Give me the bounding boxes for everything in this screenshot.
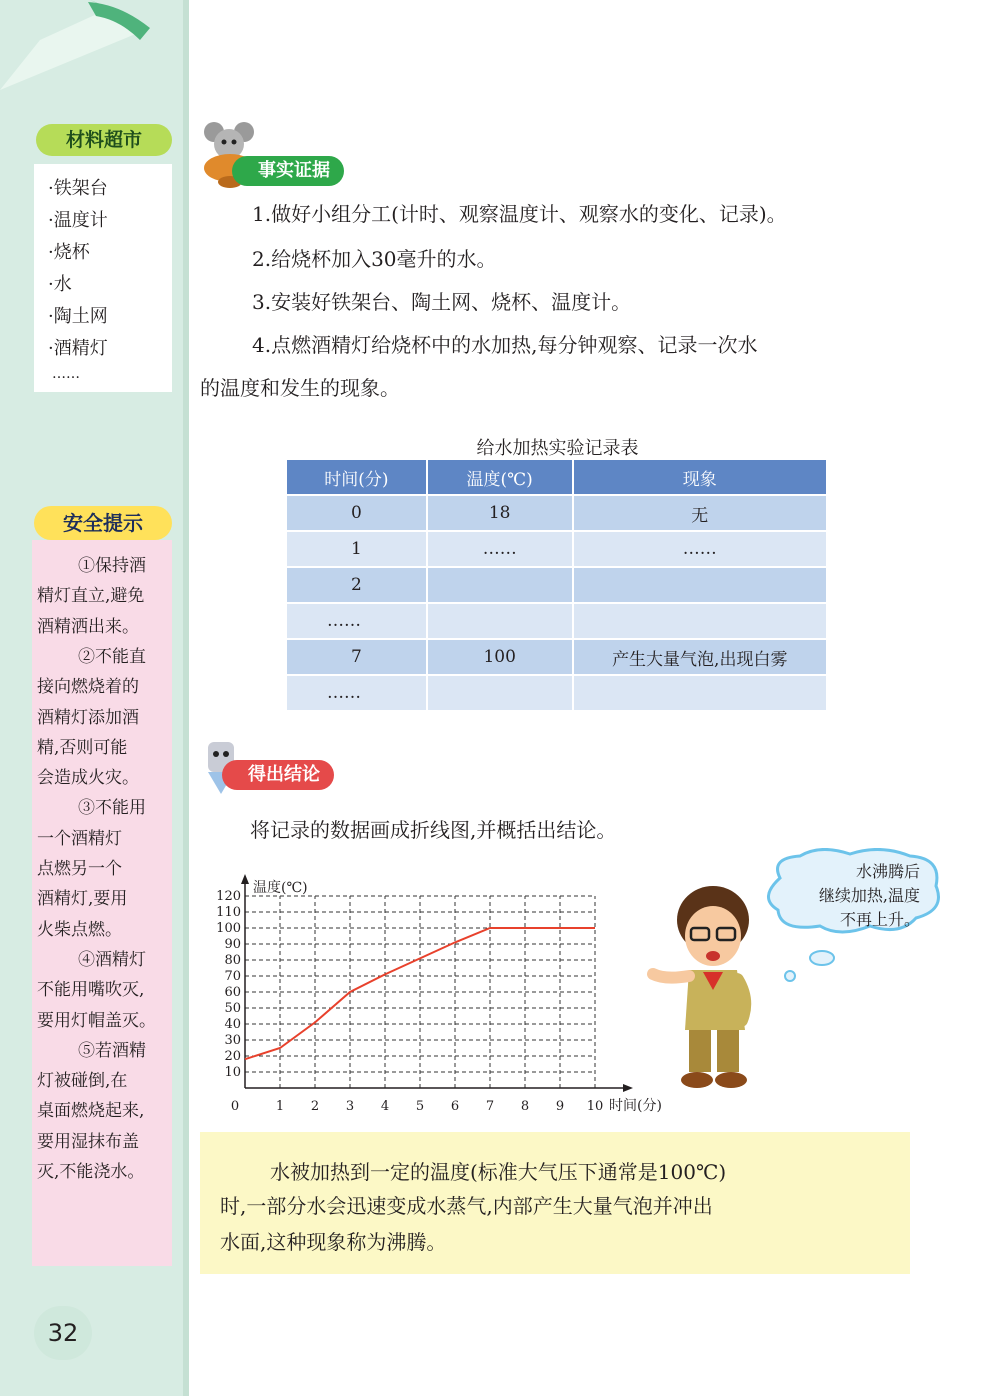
x-tick-label: 8 bbox=[520, 1099, 530, 1114]
safety-line: 要用灯帽盖灭。 bbox=[37, 1010, 156, 1031]
safety-title: 安全提示 bbox=[34, 506, 172, 540]
table-cell bbox=[427, 567, 573, 603]
table-row bbox=[287, 603, 827, 639]
safety-line: 一个酒精灯 bbox=[37, 828, 122, 849]
table-cell: 100 bbox=[427, 639, 573, 675]
materials-title: 材料超市 bbox=[36, 124, 172, 156]
bubble-line: 继续加热,温度 bbox=[818, 886, 920, 905]
page-curl-icon bbox=[0, 0, 150, 90]
table-cell bbox=[573, 675, 827, 710]
table-row bbox=[287, 567, 827, 603]
safety-line: 要用湿抹布盖 bbox=[37, 1131, 139, 1152]
table-header-cell: 现象 bbox=[573, 460, 827, 495]
table-cell: 0 bbox=[287, 495, 427, 531]
boy-illustration bbox=[645, 880, 770, 1095]
sidebar-edge bbox=[183, 0, 189, 1396]
material-item: ·水 bbox=[48, 274, 72, 295]
material-item: ·铁架台 bbox=[48, 178, 108, 199]
safety-line: 精,否则可能 bbox=[37, 737, 128, 758]
table-cell: 7 bbox=[287, 639, 427, 675]
safety-line: 桌面燃烧起来, bbox=[37, 1101, 145, 1122]
safety-line: 灯被碰倒,在 bbox=[37, 1071, 128, 1092]
material-item: ·烧杯 bbox=[48, 242, 90, 263]
section-tag-evidence: 事实证据 bbox=[232, 156, 344, 186]
table-header-row bbox=[287, 460, 827, 495]
safety-line: 点燃另一个 bbox=[37, 859, 122, 879]
evidence-step: 1.做好小组分工(计时、观察温度计、观察水的变化、记录)。 bbox=[252, 202, 787, 226]
x-tick-label: 9 bbox=[555, 1099, 565, 1114]
table-cell: 1 bbox=[287, 531, 427, 567]
table-cell: 无 bbox=[573, 495, 827, 531]
safety-line: 会造成火灾。 bbox=[37, 768, 139, 789]
x-tick-label: 7 bbox=[485, 1099, 495, 1114]
material-item: …… bbox=[52, 366, 80, 382]
x-axis-label: 时间(分) bbox=[609, 1098, 662, 1114]
safety-line: ①保持酒 bbox=[78, 556, 146, 576]
table-cell: 产生大量气泡,出现白雾 bbox=[573, 639, 827, 675]
evidence-step: 的温度和发生的现象。 bbox=[200, 376, 400, 400]
material-item: ·酒精灯 bbox=[48, 338, 108, 359]
y-axis-label: 温度(℃) bbox=[253, 880, 308, 896]
y-tick-label: 110 bbox=[216, 905, 241, 920]
safety-line: ④酒精灯 bbox=[78, 949, 146, 970]
safety-line: 精灯直立,避免 bbox=[37, 586, 145, 607]
table-cell: …… bbox=[573, 531, 827, 567]
y-tick-label: 60 bbox=[224, 985, 241, 1000]
y-tick-label: 70 bbox=[224, 969, 241, 984]
safety-line: 接向燃烧着的 bbox=[37, 677, 139, 698]
y-tick-label: 40 bbox=[224, 1017, 241, 1032]
table-row bbox=[287, 675, 827, 710]
bubble-text bbox=[770, 860, 920, 932]
x-tick-label: 10 bbox=[586, 1099, 604, 1114]
y-tick-label: 50 bbox=[224, 1001, 241, 1016]
y-tick-label: 80 bbox=[224, 953, 241, 968]
y-tick-label: 90 bbox=[224, 937, 241, 952]
page-number: 32 bbox=[34, 1306, 92, 1360]
section-tag-conclusion: 得出结论 bbox=[222, 760, 334, 790]
table-cell: 2 bbox=[287, 567, 427, 603]
record-table bbox=[287, 460, 828, 710]
x-tick-label: 0 bbox=[230, 1099, 240, 1114]
x-tick-label: 1 bbox=[275, 1099, 285, 1114]
x-tick-label: 6 bbox=[450, 1099, 460, 1114]
table-cell: …… bbox=[287, 675, 427, 710]
table-cell: …… bbox=[287, 603, 427, 639]
table-cell: 18 bbox=[427, 495, 573, 531]
table-cell: …… bbox=[427, 531, 573, 567]
safety-line: 酒精灯,要用 bbox=[37, 889, 128, 910]
x-axis-arrow bbox=[623, 1084, 633, 1092]
bubble-line: 水沸腾后 bbox=[855, 862, 920, 881]
table-row bbox=[287, 639, 827, 675]
y-tick-label: 100 bbox=[216, 921, 241, 936]
x-tick-label: 4 bbox=[380, 1099, 390, 1114]
evidence-step: 4.点燃酒精灯给烧杯中的水加热,每分钟观察、记录一次水 bbox=[252, 333, 758, 357]
x-tick-label: 3 bbox=[345, 1099, 355, 1114]
table-header-cell: 时间(分) bbox=[287, 460, 427, 495]
material-item: ·温度计 bbox=[48, 210, 108, 231]
safety-line: 酒精洒出来。 bbox=[37, 616, 139, 637]
table-cell bbox=[573, 603, 827, 639]
y-tick-label: 20 bbox=[224, 1049, 241, 1064]
table-header-cell: 温度(℃) bbox=[427, 460, 573, 495]
table-row bbox=[287, 531, 827, 567]
safety-line: 火柴点燃。 bbox=[37, 919, 122, 940]
safety-line: ②不能直 bbox=[78, 646, 146, 667]
evidence-step: 3.安装好铁架台、陶土网、烧杯、温度计。 bbox=[252, 290, 632, 314]
safety-line: ⑤若酒精 bbox=[78, 1040, 146, 1061]
table-cell bbox=[573, 567, 827, 603]
safety-line: 不能用嘴吹灭, bbox=[37, 980, 145, 1001]
y-tick-label: 10 bbox=[224, 1065, 241, 1080]
chart-instruction: 将记录的数据画成折线图,并概括出结论。 bbox=[250, 818, 617, 842]
table-row bbox=[287, 495, 827, 531]
y-tick-label: 30 bbox=[224, 1033, 241, 1048]
temperature-line-chart bbox=[195, 870, 695, 1120]
y-axis-arrow bbox=[241, 874, 249, 884]
conclusion-line: 水被加热到一定的温度(标准大气压下通常是100℃) bbox=[270, 1160, 727, 1184]
safety-line: 灭,不能浇水。 bbox=[37, 1162, 145, 1182]
conclusion-line: 时,一部分水会迅速变成水蒸气,内部产生大量气泡并冲出 bbox=[220, 1194, 713, 1218]
evidence-step: 2.给烧杯加入30毫升的水。 bbox=[252, 247, 497, 271]
safety-line: 酒精灯添加酒 bbox=[37, 707, 139, 728]
table-cell bbox=[427, 675, 573, 710]
bubble-line: 不再上升。 bbox=[839, 910, 920, 929]
table-title: 给水加热实验记录表 bbox=[476, 438, 639, 459]
conclusion-line: 水面,这种现象称为沸腾。 bbox=[220, 1230, 447, 1254]
y-tick-label: 120 bbox=[216, 889, 241, 904]
x-tick-label: 5 bbox=[415, 1099, 425, 1114]
safety-line: ③不能用 bbox=[78, 798, 146, 819]
bubble-tail-dots bbox=[780, 948, 840, 984]
x-tick-label: 2 bbox=[310, 1099, 320, 1114]
material-item: ·陶土网 bbox=[48, 306, 108, 327]
table-body bbox=[287, 495, 827, 710]
table-cell bbox=[427, 603, 573, 639]
